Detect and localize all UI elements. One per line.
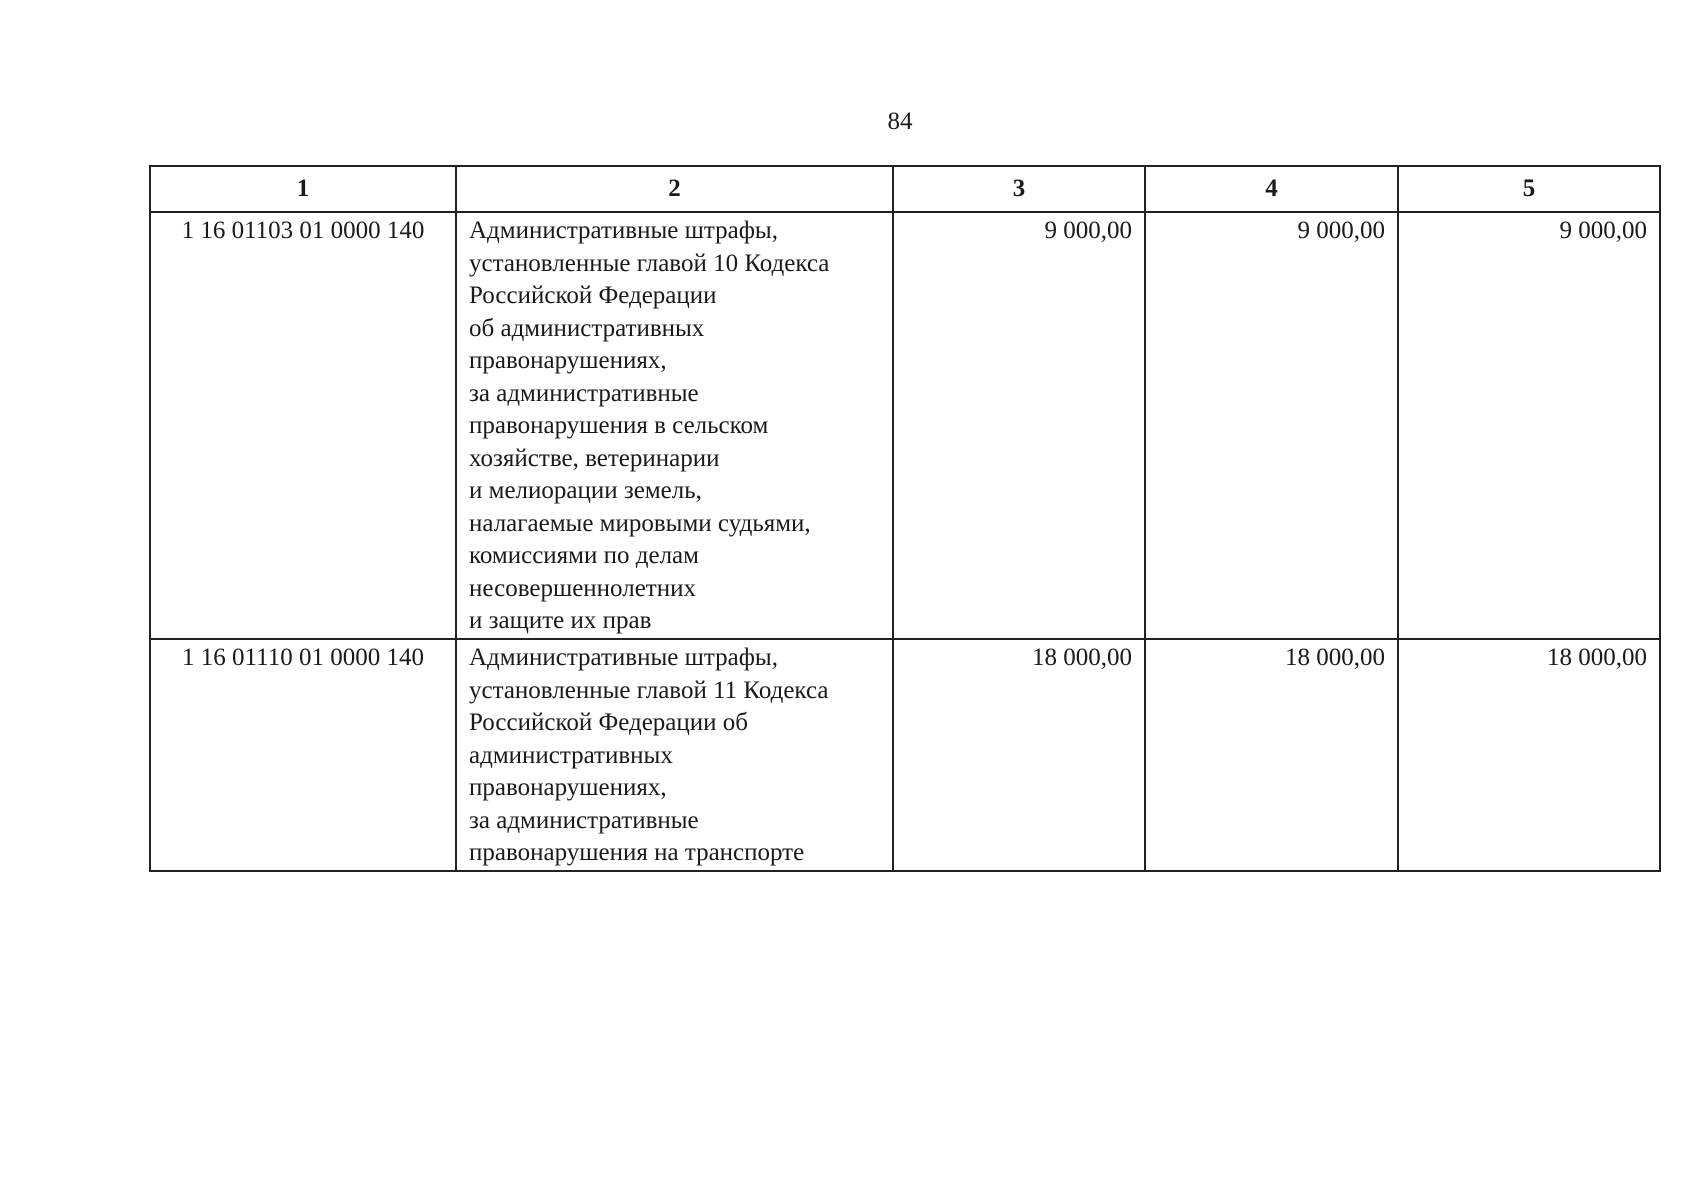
name-line: хозяйстве, ветеринарии — [469, 444, 720, 472]
name-line: Административные штрафы, — [469, 217, 778, 244]
name-line: административных — [469, 741, 673, 769]
name-line: за административные — [469, 379, 699, 407]
table-row — [150, 212, 1660, 639]
income-code: 1 16 01103 01 0000 140 — [150, 212, 456, 639]
name-line: и мелиорации земель, — [469, 477, 702, 504]
income-name — [456, 639, 893, 871]
name-line: и защите их прав — [469, 607, 652, 634]
income-code: 1 16 01110 01 0000 140 — [150, 639, 456, 871]
header-row — [150, 166, 1660, 212]
column-header-5: 5 — [1398, 166, 1660, 212]
column-header-1: 1 — [150, 166, 456, 212]
name-line: об административных — [469, 314, 705, 342]
column-header-3: 3 — [893, 166, 1145, 212]
amount-col-3: 9 000,00 — [893, 212, 1145, 639]
amount-col-4: 9 000,00 — [1145, 212, 1398, 639]
income-name — [456, 212, 893, 639]
name-line: комиссиями по делам — [469, 542, 699, 569]
name-line: правонарушениях, — [469, 347, 667, 374]
amount-col-5: 18 000,00 — [1398, 639, 1660, 871]
amount-col-4: 18 000,00 — [1145, 639, 1398, 871]
column-header-2: 2 — [456, 166, 893, 212]
name-line: Российской Федерации об — [469, 709, 748, 736]
name-line: правонарушениях, — [469, 774, 667, 801]
amount-col-3: 18 000,00 — [893, 639, 1145, 871]
name-line: налагаемые мировыми судьями, — [469, 509, 811, 537]
name-line: установленные главой 11 Кодекса — [469, 676, 829, 704]
name-line: несовершеннолетних — [469, 574, 696, 602]
name-line: правонарушения в сельском — [469, 412, 769, 439]
amount-col-5: 9 000,00 — [1398, 212, 1660, 639]
name-line: Административные штрафы, — [469, 644, 778, 671]
name-line: правонарушения на транспорте — [469, 839, 805, 866]
name-line: установленные главой 10 Кодекса — [469, 249, 830, 277]
column-header-4: 4 — [1145, 166, 1398, 212]
page-number: 84 — [887, 108, 913, 135]
name-line: Российской Федерации — [469, 282, 717, 309]
budget-table — [149, 165, 1661, 872]
name-line: за административные — [469, 806, 699, 834]
table-row — [150, 639, 1660, 871]
